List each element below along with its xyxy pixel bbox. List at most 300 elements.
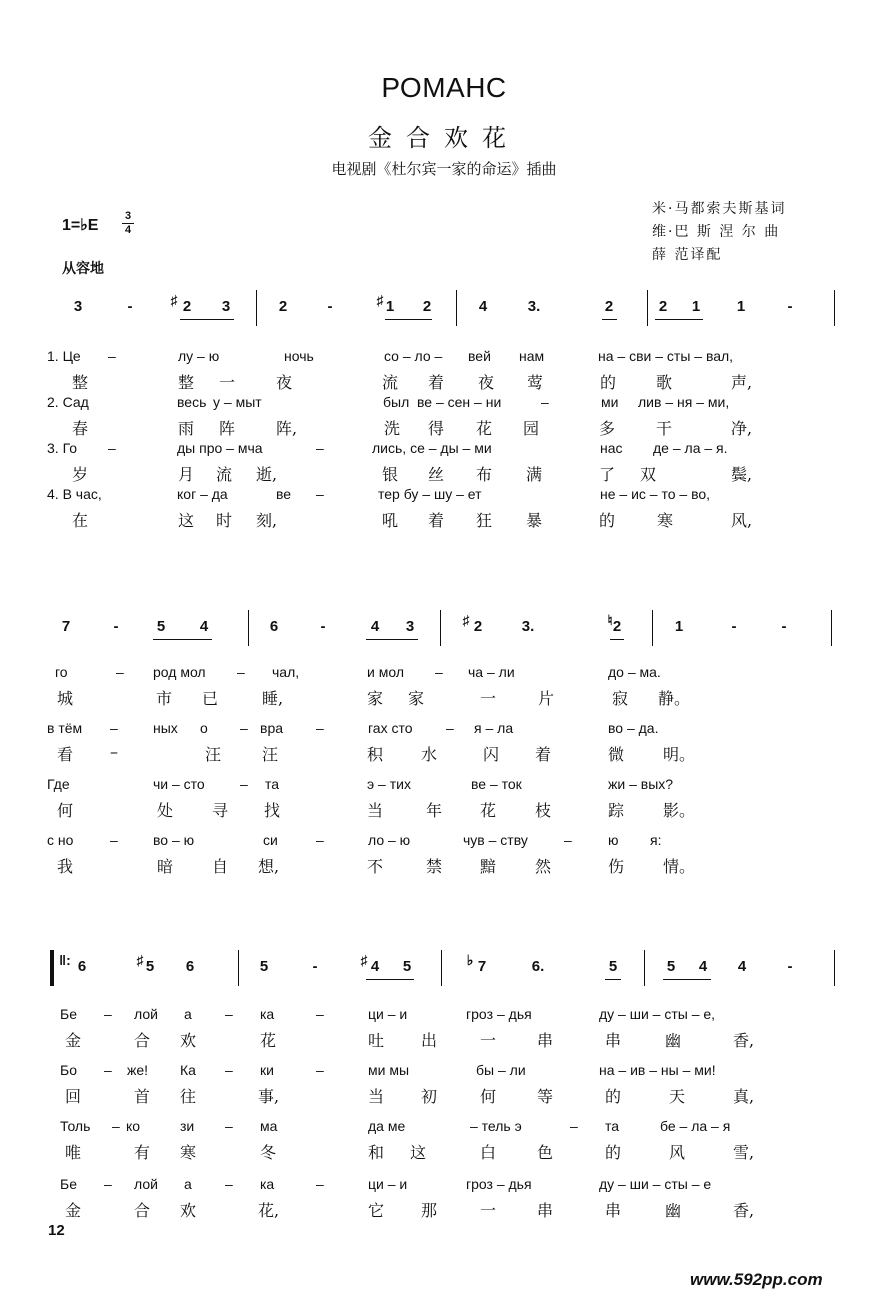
lyric-syllable: – xyxy=(104,1062,112,1078)
lyric-syllable: 一 xyxy=(480,1201,497,1220)
lyric-syllable: 银 xyxy=(382,465,399,484)
lyric-syllable: с но xyxy=(47,832,74,848)
note: - xyxy=(127,298,133,315)
lyric-syllable: ды про – мча xyxy=(177,440,263,456)
lyric-line-ru xyxy=(0,1176,888,1200)
note: 1 xyxy=(674,618,684,635)
note: 4 xyxy=(370,618,380,635)
lyric-line-ru xyxy=(0,1062,888,1086)
lyric-line-ru xyxy=(0,1118,888,1142)
note: 1 xyxy=(736,298,746,315)
lyric-syllable: ми xyxy=(601,394,619,410)
lyric-syllable: – xyxy=(237,664,245,680)
note: 2 xyxy=(422,298,432,315)
lyric-syllable: ци – и xyxy=(368,1176,408,1192)
lyric-syllable: 欢 xyxy=(180,1201,197,1220)
lyric-syllable: 流 xyxy=(382,373,399,392)
lyric-line-zh xyxy=(0,798,888,822)
lyric-syllable: гах сто xyxy=(368,720,413,736)
note: 2 xyxy=(473,618,483,635)
note: 4 xyxy=(370,958,380,975)
lyric-syllable: – xyxy=(110,720,118,736)
lyric-syllable: Бо xyxy=(60,1062,77,1078)
lyric-syllable: чал, xyxy=(272,664,300,680)
note: 3 xyxy=(221,298,231,315)
note: - xyxy=(320,618,326,635)
lyric-syllable: 微 xyxy=(608,745,625,764)
lyric-syllable: 首 xyxy=(134,1087,151,1106)
barline xyxy=(441,950,442,986)
lyric-syllable: 串 xyxy=(605,1031,622,1050)
lyric-syllable: 找 xyxy=(264,801,281,820)
lyric-line-zh xyxy=(0,462,888,486)
translator-credit: 薛 范译配 xyxy=(652,247,723,263)
lyric-syllable: 花 xyxy=(260,1031,277,1050)
lyric-syllable: 冬 xyxy=(260,1143,277,1162)
lyric-syllable: 满 xyxy=(526,465,543,484)
note: 4 xyxy=(698,958,708,975)
lyric-syllable: в тём xyxy=(47,720,83,736)
lyric-syllable: си xyxy=(263,832,278,848)
lyric-syllable: 欢 xyxy=(180,1031,197,1050)
lyric-syllable: 花 xyxy=(476,419,493,438)
lyric-syllable: 鬓, xyxy=(731,465,753,484)
lyric-syllable: ве – ток xyxy=(471,776,522,792)
lyric-syllable: я – ла xyxy=(474,720,514,736)
accidental: ♯ xyxy=(360,952,368,968)
lyric-syllable: – xyxy=(316,486,324,502)
lyric-syllable: 香, xyxy=(733,1201,755,1220)
lyric-syllable: на – сви – сты – вал, xyxy=(598,348,734,364)
lyric-syllable: 花 xyxy=(480,801,497,820)
lyric-syllable: 丝 xyxy=(428,465,445,484)
barline xyxy=(644,950,645,986)
accidental: ‖: xyxy=(59,952,71,968)
accidental: ♯ xyxy=(462,612,470,628)
lyric-syllable: 一 xyxy=(219,373,236,392)
lyric-syllable: – тель э xyxy=(470,1118,522,1134)
note: 4 xyxy=(478,298,488,315)
lyric-syllable: 的 xyxy=(605,1143,622,1162)
lyric-syllable: ло – ю xyxy=(368,832,411,848)
lyric-syllable: на – ив – ны – ми! xyxy=(599,1062,716,1078)
lyric-syllable: я: xyxy=(650,832,662,848)
note: - xyxy=(781,618,787,635)
lyric-syllable: 枝 xyxy=(535,801,552,820)
lyric-syllable: – xyxy=(110,742,118,761)
lyric-syllable: 处 xyxy=(157,801,174,820)
lyric-syllable: 幽 xyxy=(665,1201,682,1220)
note: - xyxy=(787,298,793,315)
lyric-line-zh xyxy=(0,1140,888,1164)
lyric-syllable: 有 xyxy=(134,1143,151,1162)
lyric-syllable: во – ю xyxy=(153,832,195,848)
lyric-syllable: 然 xyxy=(535,857,552,876)
lyric-syllable: – xyxy=(104,1006,112,1022)
lyric-syllable: 莺 xyxy=(527,373,544,392)
lyric-syllable: 干 xyxy=(656,419,673,438)
lyric-syllable: ю xyxy=(608,832,619,848)
lyric-syllable: Толь xyxy=(60,1118,91,1134)
lyric-syllable: весь xyxy=(177,394,207,410)
note: 2 xyxy=(612,618,622,635)
lyric-syllable: 整 xyxy=(72,373,89,392)
barline xyxy=(652,610,653,646)
lyric-syllable: – xyxy=(108,348,116,364)
lyric-syllable: 时 xyxy=(216,511,233,530)
note: - xyxy=(312,958,318,975)
lyric-syllable: – xyxy=(446,720,454,736)
lyric-syllable: тер бу – шу – ет xyxy=(378,486,482,502)
lyric-line-zh xyxy=(0,416,888,440)
note: 6 xyxy=(77,958,87,975)
lyric-syllable: во – да. xyxy=(608,720,659,736)
beam-underline xyxy=(602,319,617,320)
lyric-syllable: 闪 xyxy=(483,745,500,764)
lyric-syllable: – xyxy=(225,1062,233,1078)
lyric-syllable: го xyxy=(55,664,68,680)
lyric-syllable: 金 xyxy=(65,1031,82,1050)
lyric-syllable: – xyxy=(104,1176,112,1192)
lyric-syllable: 当 xyxy=(368,1087,385,1106)
lyric-syllable: 流 xyxy=(216,465,233,484)
lyric-line-ru xyxy=(0,486,888,510)
lyric-syllable: Бе xyxy=(60,1176,77,1192)
lyric-syllable: не – ис – то – во, xyxy=(600,486,711,502)
lyric-syllable: 雨 xyxy=(178,419,195,438)
note: 5 xyxy=(156,618,166,635)
lyric-syllable: 当 xyxy=(367,801,384,820)
key-signature: 1=♭E xyxy=(62,217,99,234)
lyric-syllable: – xyxy=(110,832,118,848)
lyric-syllable: 初 xyxy=(421,1087,438,1106)
lyric-syllable: ночь xyxy=(284,348,314,364)
lyric-syllable: – xyxy=(108,440,116,456)
lyric-syllable: 看 xyxy=(57,745,74,764)
lyric-syllable: 串 xyxy=(537,1201,554,1220)
lyric-line-ru xyxy=(0,720,888,744)
note: 2 xyxy=(604,298,614,315)
lyric-syllable: 禁 xyxy=(426,857,443,876)
lyric-syllable: – xyxy=(564,832,572,848)
lyric-syllable: 合 xyxy=(134,1031,151,1050)
lyric-syllable: 回 xyxy=(65,1087,82,1106)
lyric-syllable: 刻, xyxy=(256,511,278,530)
note: 6 xyxy=(185,958,195,975)
lyric-syllable: бы – ли xyxy=(476,1062,526,1078)
beam-underline xyxy=(610,639,624,640)
lyric-syllable: 明。 xyxy=(663,745,696,764)
lyric-line-ru xyxy=(0,394,888,418)
lyric-syllable: – xyxy=(112,1118,120,1134)
lyric-line-zh xyxy=(0,742,888,766)
time-signature-bottom: 4 xyxy=(124,224,132,236)
lyric-syllable: род мол xyxy=(153,664,206,680)
lyric-syllable: 家 xyxy=(408,689,425,708)
lyric-syllable: вра xyxy=(260,720,284,736)
lyric-syllable: 声, xyxy=(731,373,753,392)
note: 7 xyxy=(477,958,487,975)
lyric-line-ru xyxy=(0,1006,888,1030)
lyric-line-zh xyxy=(0,508,888,532)
lyric-syllable: 事, xyxy=(258,1087,280,1106)
lyric-syllable: – xyxy=(240,720,248,736)
lyric-syllable: 那 xyxy=(421,1201,438,1220)
lyric-syllable: гроз – дья xyxy=(466,1176,532,1192)
lyric-syllable: 寒 xyxy=(657,511,674,530)
note: 2 xyxy=(182,298,192,315)
lyric-syllable: 这 xyxy=(178,511,195,530)
note: 3. xyxy=(527,298,541,315)
lyric-syllable: – xyxy=(316,440,324,456)
lyric-syllable: 串 xyxy=(605,1201,622,1220)
note: - xyxy=(731,618,737,635)
lyric-syllable: нам xyxy=(519,348,545,364)
lyric-syllable: 市 xyxy=(156,689,173,708)
note: 6 xyxy=(269,618,279,635)
note: 7 xyxy=(61,618,71,635)
beam-underline xyxy=(663,979,711,980)
lyric-syllable: 天 xyxy=(669,1087,686,1106)
beam-underline xyxy=(180,319,234,320)
lyric-syllable: а xyxy=(184,1176,192,1192)
lyric-line-zh xyxy=(0,854,888,878)
lyric-syllable: жи – вых? xyxy=(608,776,674,792)
lyric-syllable: нас xyxy=(600,440,623,456)
tempo-marking: 从容地 xyxy=(62,261,104,277)
lyric-syllable: и мол xyxy=(367,664,404,680)
song-subtitle: 电视剧《杜尔宾一家的命运》插曲 xyxy=(331,160,557,178)
lyric-syllable: 的 xyxy=(599,511,616,530)
lyric-syllable: 黯 xyxy=(480,857,497,876)
lyric-syllable: 3. Го xyxy=(47,440,77,456)
lyric-syllable: бе – ла – я xyxy=(660,1118,731,1134)
lyric-syllable: 风 xyxy=(669,1143,686,1162)
lyric-syllable: ци – и xyxy=(368,1006,408,1022)
beam-underline xyxy=(605,979,621,980)
lyric-syllable: 暴 xyxy=(526,511,543,530)
time-signature xyxy=(122,211,134,236)
lyric-syllable: лой xyxy=(134,1006,158,1022)
lyric-syllable: 夜 xyxy=(478,373,495,392)
lyric-line-ru xyxy=(0,348,888,372)
lyric-line-zh xyxy=(0,1084,888,1108)
lyric-syllable: та xyxy=(265,776,280,792)
lyric-syllable: 整 xyxy=(178,373,195,392)
barline xyxy=(440,610,441,646)
lyric-syllable: ког – да xyxy=(177,486,228,502)
lyric-syllable: 色 xyxy=(537,1143,554,1162)
lyric-syllable: лу – ю xyxy=(178,348,220,364)
accidental: ♯ xyxy=(376,292,384,308)
lyric-syllable: та xyxy=(605,1118,620,1134)
barline xyxy=(834,290,835,326)
lyric-syllable: 伤 xyxy=(608,857,625,876)
lyric-syllable: 寒 xyxy=(180,1143,197,1162)
lyric-syllable: 已 xyxy=(202,689,219,708)
lyric-syllable: 吼 xyxy=(382,511,399,530)
lyric-syllable: ка xyxy=(260,1176,275,1192)
lyric-syllable: 着 xyxy=(535,745,552,764)
lyric-syllable: 踪 xyxy=(608,801,625,820)
lyric-syllable: – xyxy=(316,720,324,736)
lyric-syllable: 1. Це xyxy=(47,348,81,364)
lyric-syllable: 花, xyxy=(258,1201,280,1220)
barline xyxy=(256,290,257,326)
lyric-syllable: 我 xyxy=(57,857,74,876)
note: - xyxy=(327,298,333,315)
barline xyxy=(238,950,239,986)
composer-credit: 维·巴 斯 涅 尔 曲 xyxy=(652,224,781,240)
lyric-syllable: ми мы xyxy=(368,1062,410,1078)
lyric-syllable: 年 xyxy=(426,801,443,820)
lyric-syllable: зи xyxy=(180,1118,195,1134)
lyric-line-ru xyxy=(0,664,888,688)
lyric-syllable: 吐 xyxy=(368,1031,385,1050)
lyric-syllable: 风, xyxy=(731,511,753,530)
barline xyxy=(647,290,648,326)
lyric-syllable: 4. В час, xyxy=(47,486,102,502)
lyric-line-zh xyxy=(0,1028,888,1052)
lyric-syllable: 何 xyxy=(57,801,74,820)
lyric-syllable: лись, се – ды – ми xyxy=(372,440,492,456)
lyric-syllable: 何 xyxy=(480,1087,497,1106)
lyric-line-zh xyxy=(0,686,888,710)
repeat-start-barline xyxy=(50,950,54,986)
lyric-syllable: 多 xyxy=(599,419,616,438)
beam-underline xyxy=(366,639,418,640)
note: 3. xyxy=(521,618,535,635)
lyric-syllable: 影。 xyxy=(663,801,696,820)
lyric-syllable: 情。 xyxy=(663,857,696,876)
lyric-syllable: 一 xyxy=(480,1031,497,1050)
lyric-syllable: 布 xyxy=(476,465,493,484)
lyric-syllable: 它 xyxy=(368,1201,385,1220)
lyric-line-ru xyxy=(0,440,888,464)
lyric-syllable: 白 xyxy=(480,1143,497,1162)
lyric-syllable: 汪 xyxy=(262,745,279,764)
lyric-syllable: 2. Сад xyxy=(47,394,89,410)
lyric-syllable: 月 xyxy=(178,465,195,484)
lyric-syllable: 这 xyxy=(410,1143,427,1162)
beam-underline xyxy=(655,319,703,320)
lyric-syllable: 歌 xyxy=(656,373,673,392)
lyric-syllable: – xyxy=(570,1118,578,1134)
lyric-syllable: Ка xyxy=(180,1062,196,1078)
note: 4 xyxy=(199,618,209,635)
lyric-syllable: 不 xyxy=(367,857,384,876)
lyric-syllable: ду – ши – сты – е, xyxy=(599,1006,716,1022)
lyric-syllable: 在 xyxy=(72,511,89,530)
lyric-syllable: 暗 xyxy=(157,857,174,876)
lyric-syllable: лой xyxy=(134,1176,158,1192)
lyric-syllable: 静。 xyxy=(658,689,691,708)
song-title-russian: РОМАНС xyxy=(381,72,507,103)
lyric-syllable: у – мыт xyxy=(213,394,262,410)
lyric-syllable: ча – ли xyxy=(468,664,515,680)
barline xyxy=(831,610,832,646)
note: 1 xyxy=(385,298,395,315)
lyric-syllable: ве xyxy=(276,486,292,502)
lyric-syllable: о xyxy=(200,720,208,736)
lyric-syllable: 的 xyxy=(600,373,617,392)
lyric-syllable: 想, xyxy=(258,857,280,876)
note: 5 xyxy=(145,958,155,975)
barline xyxy=(248,610,249,646)
note: 5 xyxy=(608,958,618,975)
lyric-syllable: ка xyxy=(260,1006,275,1022)
lyric-syllable: 着 xyxy=(428,373,445,392)
lyric-syllable: чи – сто xyxy=(153,776,205,792)
time-signature-top: 3 xyxy=(124,210,132,222)
lyric-syllable: 寻 xyxy=(212,801,229,820)
note: 5 xyxy=(259,958,269,975)
lyric-syllable: а xyxy=(184,1006,192,1022)
lyric-syllable: 睡, xyxy=(262,689,284,708)
lyric-syllable: 阵, xyxy=(276,419,298,438)
lyric-syllable: Бе xyxy=(60,1006,77,1022)
lyric-syllable: 春 xyxy=(72,419,89,438)
lyric-syllable: да ме xyxy=(368,1118,406,1134)
lyric-syllable: – xyxy=(316,1006,324,1022)
lyric-syllable: – xyxy=(316,1176,324,1192)
lyric-syllable: 得 xyxy=(428,419,445,438)
beam-underline xyxy=(385,319,432,320)
lyric-syllable: 的 xyxy=(605,1087,622,1106)
lyric-line-zh xyxy=(0,1198,888,1222)
lyric-syllable: – xyxy=(316,1062,324,1078)
watermark: www.592pp.com xyxy=(690,1270,823,1289)
lyric-syllable: ных xyxy=(153,720,178,736)
lyric-syllable: 逝, xyxy=(256,465,278,484)
lyric-syllable: лив – ня – ми, xyxy=(638,394,730,410)
lyric-syllable: 狂 xyxy=(476,511,493,530)
lyric-syllable: грoз – дья xyxy=(466,1006,532,1022)
lyric-syllable: 城 xyxy=(57,689,74,708)
lyric-syllable: чув – ству xyxy=(463,832,528,848)
lyric-syllable: 水 xyxy=(421,745,438,764)
lyric-syllable: 阵 xyxy=(219,419,236,438)
note: 2 xyxy=(658,298,668,315)
lyric-syllable: 香, xyxy=(733,1031,755,1050)
accidental: ♭ xyxy=(466,952,474,968)
lyric-syllable: – xyxy=(240,776,248,792)
song-title-chinese: 金合欢花 xyxy=(368,124,520,152)
lyric-syllable: 家 xyxy=(367,689,384,708)
beam-underline xyxy=(153,639,212,640)
lyric-line-ru xyxy=(0,832,888,856)
barline xyxy=(834,950,835,986)
page-number: 12 xyxy=(48,1222,65,1239)
note: 3 xyxy=(405,618,415,635)
lyric-syllable: вей xyxy=(468,348,491,364)
lyric-syllable: 岁 xyxy=(72,465,89,484)
lyric-syllable: 园 xyxy=(523,419,540,438)
note: 5 xyxy=(666,958,676,975)
lyric-syllable: – xyxy=(541,394,549,410)
lyric-syllable: э – тих xyxy=(367,776,411,792)
lyric-syllable: 和 xyxy=(368,1143,385,1162)
note: 2 xyxy=(278,298,288,315)
note: 4 xyxy=(737,958,747,975)
lyric-syllable: 合 xyxy=(134,1201,151,1220)
lyric-syllable: де – ла – я. xyxy=(653,440,728,456)
lyric-syllable: 唯 xyxy=(65,1143,82,1162)
note: - xyxy=(787,958,793,975)
lyric-syllable: – xyxy=(435,664,443,680)
lyric-syllable: 出 xyxy=(421,1031,438,1050)
lyric-syllable: – xyxy=(225,1176,233,1192)
